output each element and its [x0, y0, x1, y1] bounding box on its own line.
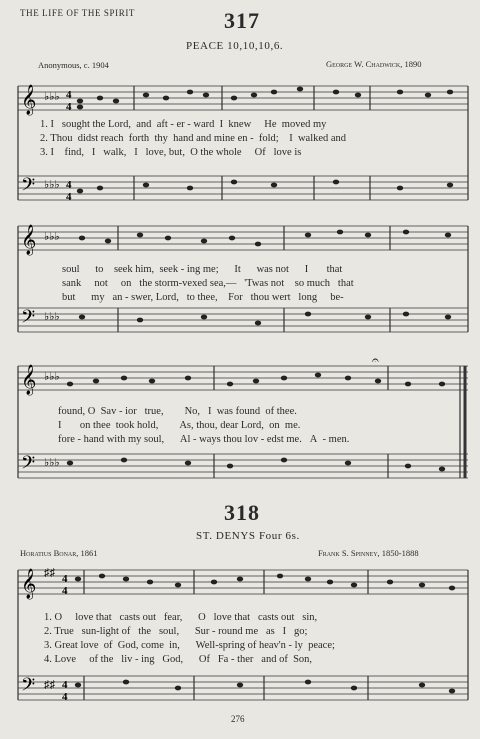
page-number: 276: [231, 714, 245, 724]
verse-line-317-2-3: but my an - swer, Lord, to thee, For thou wert long be-: [62, 292, 344, 303]
verse-line-317-2-1: soul to seek him, seek - ing me; It was not I that: [62, 264, 343, 275]
verse-line-318-4: 4. Love of the liv - ing God, Of Fa - ther and of Son,: [44, 654, 313, 665]
verse-line-317-3-2: I on thee took hold, As, thou, dear Lord, on me.: [58, 420, 301, 431]
svg-text:♭♭♭: ♭♭♭: [44, 231, 60, 243]
treble-clef-icon: 𝄞: [21, 569, 37, 598]
treble-staff: [18, 226, 468, 250]
hymn-number-317: 317: [224, 8, 260, 33]
music-system-317-1: [18, 78, 468, 212]
music-credit-317: George W. Chadwick, 1890: [326, 59, 422, 69]
bass-staff: [18, 308, 468, 332]
treble-staff: [18, 570, 468, 594]
verse-line-318-2: 2. True sun-light of the soul, Sur - round me as I go;: [44, 626, 308, 637]
verse-line-317-2-2: sank not on the storm-vexed sea,— 'Twas not so much that: [62, 278, 354, 289]
svg-text:♯♯: ♯♯: [44, 679, 55, 691]
svg-text:♭♭♭: ♭♭♭: [44, 371, 60, 383]
bass-clef-icon: 𝄢: [21, 174, 36, 199]
svg-text:4: 4: [62, 691, 68, 703]
bass-clef-icon: 𝄢: [21, 306, 36, 331]
svg-text:4: 4: [66, 101, 72, 113]
treble-clef-icon: 𝄞: [21, 365, 37, 394]
words-credit-317: Anonymous, c. 1904: [38, 60, 109, 70]
bass-clef-icon: 𝄢: [21, 452, 36, 477]
treble-staff: [18, 86, 468, 110]
time-signature: 4: [62, 573, 68, 585]
verse-line-317-3-3: fore - hand with my soul, Al - ways thou lov - edst me. A - men.: [58, 434, 350, 445]
verse-line-318-1: 1. O love that casts out fear, O love that casts out sin,: [44, 612, 318, 623]
svg-text:♭♭♭: ♭♭♭: [44, 457, 60, 469]
running-head: THE LIFE OF THE SPIRIT: [20, 8, 136, 18]
svg-text:4: 4: [66, 179, 72, 191]
verse-line-317-1-1: 1. I sought the Lord, and aft - er - ward I knew He moved my: [40, 119, 327, 130]
sharp-signature-icon: ♯♯: [44, 567, 55, 579]
music-credit-318: Frank S. Spinney, 1850-1888: [318, 548, 419, 558]
verse-line-317-1-2: 2. Thou didst reach forth thy hand and mine en - fold; I walked and: [40, 133, 347, 144]
hymn-number-318: 318: [224, 500, 260, 525]
flat-signature-icon: ♭♭♭: [44, 91, 60, 103]
svg-text:♭♭♭: ♭♭♭: [44, 311, 60, 323]
bass-staff: [18, 676, 468, 700]
svg-text:4: 4: [62, 585, 68, 597]
bass-staff: [18, 454, 468, 478]
treble-clef-icon: 𝄞: [21, 225, 37, 254]
fermata-icon: 𝄐: [372, 353, 379, 367]
svg-text:4: 4: [66, 191, 72, 203]
svg-text:4: 4: [62, 679, 68, 691]
music-system-318-1: [18, 562, 468, 712]
treble-staff: [18, 366, 468, 390]
words-credit-318: Horatius Bonar, 1861: [20, 548, 98, 558]
bass-clef-icon: 𝄢: [21, 674, 36, 699]
verse-line-318-3: 3. Great love of God, come in, Well-spring of heav'n - ly peace;: [44, 640, 335, 651]
treble-clef-icon: 𝄞: [21, 85, 37, 114]
tune-name-317: PEACE 10,10,10,6.: [186, 40, 284, 52]
time-signature: 4: [66, 89, 72, 101]
verse-line-317-1-3: 3. I find, I walk, I love, but, O the whole Of love is: [40, 147, 302, 158]
verse-line-317-3-1: found, O Sav - ior true, No, I was found of thee.: [58, 406, 297, 417]
svg-text:♭♭♭: ♭♭♭: [44, 179, 60, 191]
tune-name-318: ST. DENYS Four 6s.: [196, 530, 300, 542]
